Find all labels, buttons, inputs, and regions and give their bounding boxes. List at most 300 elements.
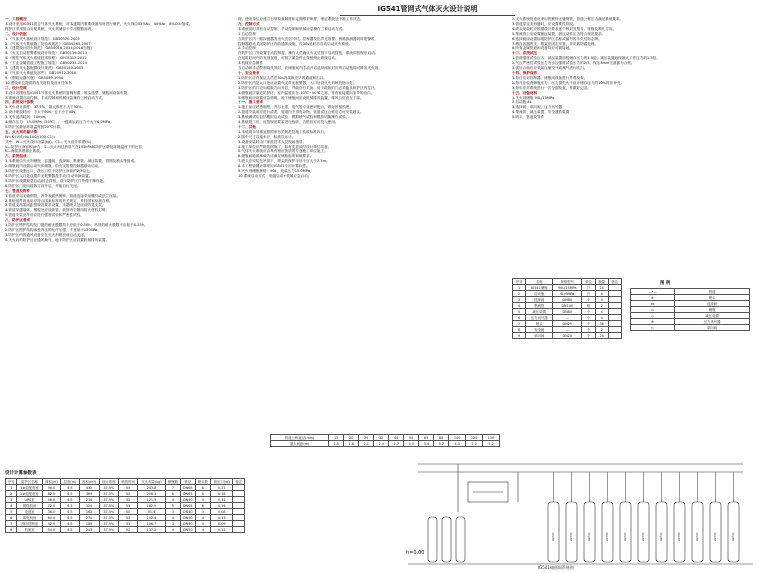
note-line: 4.系统竣工后，应按规范要求进行验收，合格后方可投入使用。 [238,120,339,125]
table-cell: 42.0 [42,521,61,527]
table-cell: 1#变配电室 [17,485,42,491]
table-cell: 432 [79,485,99,491]
table-cell: DN40 [181,509,196,515]
table-cell: 37.5% [99,527,118,533]
table-cell: DN65 [181,503,196,509]
section-heading: 十一、施工要求 [238,100,264,105]
storage-cylinder [620,502,631,562]
table-cell: 100 [449,435,466,441]
note-line: 1.防护区应有保证人员在30s内疏散完毕的通道和出口。 [238,75,327,80]
table-cell: 弱电机房 [17,515,42,521]
table-cell: 5.0 [466,441,483,447]
equipment-table [512,278,622,339]
note-line: 3.灭火浸渍时间：10min。 [5,115,49,120]
table-cell: 65 [419,435,434,441]
table-cell: 24 [595,285,608,291]
table-cell: 个 [582,333,595,339]
storage-cylinder [674,502,685,562]
table-cell: DN65 [181,485,196,491]
table-cell: 5 [6,509,17,515]
table-cell: 24 [595,333,608,339]
legend-symbol: ⋈ [631,301,675,307]
section-heading: 十二、其他 [238,124,256,129]
table-cell: 40 [389,435,404,441]
table-cell: — [553,327,582,333]
table-cell: 4L/6MPa [553,291,582,297]
table-cell: 4 [195,527,210,533]
note-line: 4.喷头安装时应根据设计要求逐个核对其型号、规格及喷孔方向。 [512,26,617,31]
legend-symbol: —•— [631,289,675,295]
table-cell: 55 [118,503,137,509]
table-cell: 4 [165,497,180,503]
note-line: 1.本说明未尽事宜按国家有关规范及施工验收标准执行。 [238,129,328,134]
section-heading: 九、控制方式 [238,21,260,26]
table-cell: 8 [6,527,17,533]
note-line: 8.本工程管网计算采用IG541专用计算软件。 [238,164,310,169]
note-line: 3.选择阀、单向阀、压力讯号器 [512,105,563,110]
table-cell: 0.11 [211,497,233,503]
table-cell: 52 [118,527,137,533]
table-cell: — [553,315,582,321]
table-row [6,527,245,533]
table-cell: 37.5% [99,491,118,497]
note-line: 1.《气体灭火系统设计规范》 GB50370-2005 [5,36,80,41]
note-line: 本设计范围包括IG541气体灭火系统的管网布置、喷头选型、储瓶间设备布置。 [5,90,131,95]
table-cell: 6 [195,491,210,497]
table-cell: 6 [513,315,526,321]
note-line: 本设计采用IG541混合气体灭火系统，对本建筑内重要设备用房进行保护。灭火剂由52%N₂、40%Ar、8%CO₂组成。 [5,21,193,26]
table-cell: 270 [79,515,99,521]
legend-title: 图 例 [660,281,671,286]
pilot-cylinder [456,517,465,562]
table-cell: 6 [195,503,210,509]
note-line: 2.灭火系统管道应采用热镀锌无缝钢管，管道公称压力满足系统要求。 [512,17,624,21]
table-cell: 162 [79,509,99,515]
table-header-cell: 设计浓度 [99,479,118,485]
table-cell: 2.4 [374,441,389,447]
table-cell: 1.5 [329,441,344,447]
legend-name: 单向阀 [675,325,750,331]
table-header-cell: 名称 [526,279,553,285]
note-line: 在防护区门外设置手动控制盒，操作人员确认火灾后按下启动按钮，系统即按程序启动。 [238,51,379,56]
table-cell: 91.4 [138,509,165,515]
note-line: 7.《建筑灭火器配置设计规范》 GB50140-2005 [5,66,84,71]
note-line: 4.集流管、减压装置、安全泄放装置 [512,110,570,115]
table-cell: 4.5 [61,509,79,515]
table-cell: 0.21 [211,485,233,491]
table-row [513,333,622,339]
note-line: 2.管道安装前应进行清洗，管道内不得有杂物；管道试压合格后方可安装喷头。 [238,110,364,115]
note-line: 2.图中尺寸以毫米计，标高以米计。 [238,134,296,139]
table-cell: 36 [595,321,608,327]
table-cell: 电池室 [17,509,42,515]
table-cell: 243.8 [138,485,165,491]
table-cell: 96.0 [42,485,61,491]
table-cell: 消防控制室 [17,521,42,527]
cylinder-label: IG541 [641,532,645,541]
table-cell: 90L/15MPa [553,285,582,291]
note-line: K—海拔高度修正系数。 [5,149,44,154]
note-line: 4.管道穿越墙体、楼板处应设套管，套管内空隙用防火材料封堵。 [5,208,110,213]
note-line: 1.每日应对控制器、储瓶间设备进行外观检查。 [512,75,588,80]
note-line: 3.防护区的门应向疏散方向开启，并能自行关闭；用于疏散的门必须能从防护区内打开。 [238,85,378,90]
table-cell: 37.5% [99,515,118,521]
section-heading: 十五、设备材料 [512,90,538,95]
legend-symbol: ◇ [631,313,675,319]
table-header-cell: 层高(m) [61,479,79,485]
table-cell: 32 [374,435,389,441]
section-heading: 二、设计依据 [5,31,27,36]
table-cell: 2 [6,491,17,497]
table-cell: 50 [404,435,419,441]
note-line: V—防护区净容积(m³)；S—灭火剂过热蒸气在101kPa和防护区最低环境温度下的比容； [5,144,146,149]
legend-symbol: ▭ [631,307,675,313]
table-header-cell: 规格型号 [553,279,582,285]
note-line: 3.系统调试应包括模拟启动试验、模拟喷气试验和模拟切换操作试验。 [238,115,350,120]
table-cell: DN65 [181,491,196,497]
note-line: 4.灭火后的防护区应通风换气，地下防护区应设置机械排风装置。 [5,237,110,242]
legend-name: 喷头 [675,295,750,301]
table-cell: DN40 [181,521,196,527]
section-heading: 十、安全要求 [238,70,260,75]
table-cell: 324 [79,503,99,509]
table-cell: 单向阀 [526,333,553,339]
design-calc-table [5,478,245,533]
legend-symbol: ⊗ [631,295,675,301]
table-cell: 53 [118,515,137,521]
storage-cylinder [638,502,649,562]
table-cell: 4 [195,497,210,503]
table-cell: 9 [513,333,526,339]
note-line: 1.管道强度试验压力：减压装置前按储存压力的1.5倍，减压装置后按最大工作压力的1.5倍。 [512,56,660,61]
note-line: 1.灭火剂储瓶 90L/15MPa [512,95,555,100]
note-line: 5.《惰性气体灭火系统技术规程》 CECS312:2012 [5,56,87,61]
note-line: 4.防护区入口处设置声光报警器及手动/自动转换装置。 [5,174,93,178]
table-cell: 0.09 [211,521,233,527]
table-cell: 60.0 [42,515,61,521]
table-cell: 4 [595,297,608,303]
table-cell: 2.1 [359,441,374,447]
note-line: 10.系统启动方式：电磁启动+机械应急启动。 [238,174,312,178]
section-heading: 十四、维护保养 [512,70,538,75]
note-line: 1.施工前应熟悉图纸，并与土建、电气等专业密切配合，做好预留预埋。 [238,105,353,110]
table-cell: 48.0 [42,497,61,503]
note-line: 9.《钢质无缝气瓶》 GB5099-1994 [5,75,64,80]
section-heading: 七、管道及附件 [5,188,31,193]
table-cell: 喷头 [526,321,553,327]
section-heading: 五、灭火剂用量计算 [5,129,38,134]
table-cell: 2 [513,291,526,297]
legend-name: 压力讯号器 [675,319,750,325]
note-line: 6.选择阀应设置标明防护区名称或编号的永久性标志牌。 [512,36,602,41]
table-cell: DN50 [181,497,196,503]
table-cell: 4.5 [61,521,79,527]
note-line: 本系统同时具有自动控制、手动控制和机械应急操作三种启动方式。 [238,26,346,31]
cylinder-label: IG541 [659,532,663,541]
note-line: 3.管道支吊架间距按规范要求设置，末端喷头处应设防晃支架。 [5,203,106,208]
table-cell: 1 [6,485,17,491]
note-line: 2.防护区围护结构承受内压的允许压强，不宜低于1200Pa。 [5,227,101,232]
table-header-cell: 序号 [513,279,526,285]
note-line: 2.《气体灭火系统施工及验收规范》 GB50263-2007 [5,41,91,46]
table-cell: 3 [513,297,526,303]
note-line: 理，使用单位应建立日常检查制度和定期维护制度，保证系统处于准工作状态。 [238,17,364,21]
section-heading: 三、设计范围 [5,85,27,90]
table-header-cell: 序号 [6,479,17,485]
table-cell: 8 [195,485,210,491]
note-line: 2.启动瓶 4L [512,100,532,105]
table-cell: 个 [582,327,595,333]
table-row-label: 管道公称直径(mm) [271,435,329,441]
table-cell: 0.12 [211,527,233,533]
table-cell: 0.13 [211,515,233,521]
table-cell: 20 [344,435,359,441]
legend-symbol: ⊕ [631,319,675,325]
note-line: 控制器联动关闭防护区内的通风设施，经30s延时后自动启动灭火系统。 [238,41,353,46]
table-cell: 压力讯号器 [526,315,553,321]
table-cell: 4.5 [61,503,79,509]
table-cell: 根 [582,303,595,309]
table-cell: 37.5% [99,509,118,515]
note-line: 2.设计喷放时间：不大于60s，且不小于48s。 [5,110,79,115]
table-cell: 个 [582,321,595,327]
storage-cylinder [602,502,613,562]
note-line: W=K·(V/S)·ln(100/(100-C1)) [5,134,55,139]
storage-cylinder [656,502,667,562]
note-line: 2.防护区内及入口处应设置火灾声光报警器，入口处设灭火剂喷放指示灯。 [238,80,357,85]
note-line: 当防护区内一路探测器发出火灾信号时，控制器发出声光报警；两路探测器同时报警时， [238,36,379,41]
section-heading: 四、系统设计参数 [5,100,34,105]
table-cell: 5.2 [483,441,500,447]
table-header-cell: 管径 [181,479,196,485]
table-cell: 4 [513,303,526,309]
storage-cylinder [710,502,721,562]
table-cell: 3.0 [404,441,419,447]
table-cell: 4 [595,315,608,321]
table-cell: DN50 [181,515,196,521]
table-cell: 150 [483,435,500,441]
note-line: 当自动和手动控制均失效时，在储瓶间内手动开启选择阀和对应的启动瓶即可释放灭火剂。 [238,66,382,71]
table-header-cell: 储瓶数 [165,479,180,485]
table-cell: 只 [582,291,595,297]
storage-cylinder [566,502,577,562]
note-line: 3.管道穿过变形缝时，应设置柔性管段。 [512,21,577,26]
table-cell: 7 [6,521,17,527]
table-cell: DN80 [553,309,582,315]
table-cell: 182.9 [138,503,165,509]
table-header-cell: 数量 [595,279,608,285]
table-cell: 5 [513,309,526,315]
legend-name: 减压装置 [675,313,750,319]
table-cell: 243 [79,527,99,533]
table-cell: 4.5 [61,515,79,521]
note-line: 10.建设单位提供的有关资料及设计任务书 [5,80,72,85]
section-heading: 一、工程概况 [5,17,27,21]
table-cell: 36.0 [42,509,61,515]
note-line: 4.储存压力：15.0MPa（20℃）；一级减压后压力不大于6.0MPa。 [5,120,114,125]
table-cell: 1 [513,285,526,291]
table-cell [233,527,245,533]
legend-row [631,325,750,331]
table-cell: 个 [582,309,595,315]
table-cell: 4.5 [61,497,79,503]
note-line: 3.机械应急操作 [238,61,263,66]
note-line: 式中：W—灭火设计用量(kg)；C1—灭火设计浓度(%)； [5,139,96,144]
table-cell: 2#变配电室 [17,491,42,497]
table-cell: 55 [118,485,137,491]
note-line: 8.所有金属管道和设备均应可靠接地。 [512,46,573,51]
table-cell: 0.16 [211,503,233,509]
table-cell: 个 [582,297,595,303]
table-cell: 1.8 [344,441,359,447]
notes-column-2 [238,17,504,179]
table-cell: 37.5% [99,521,118,527]
table-cell: 3.4 [419,441,434,447]
section-heading: 六、系统组成 [5,154,27,159]
table-cell: 106.7 [138,521,165,527]
legend-name: 储瓶 [675,307,750,313]
table-cell: 4 [165,527,180,533]
note-line: 5.储瓶间应设置应急照明，地下储瓶间应设机械排风装置，排风口应设在下部。 [238,95,364,100]
table-cell: 4 [595,309,608,315]
cylinder-label: IG541 [605,532,609,541]
note-line: 6.《工业金属管道工程施工规范》 GB50235-2010 [5,61,88,66]
note-line: 5.气体灭火系统应由具有相应资质的专业施工单位施工。 [238,149,328,154]
table-cell: 72.0 [42,503,61,509]
diagram-caption: IG541储瓶间系统图 [538,565,574,570]
cylinder-label: IG541 [713,532,717,541]
note-line: 4.《火灾自动报警系统设计规范》 GB50116-2013 [5,51,88,56]
table-cell: 0.08 [211,509,233,515]
table-cell: 4.5 [61,527,79,533]
note-line: 7.储存容器的支、框架应固定牢靠，并应做防腐处理。 [512,41,599,46]
table-cell: 50 [118,509,137,515]
storage-system-diagram [398,442,758,570]
table-cell [608,333,621,339]
note-line: 3.设备安装时由厂家派技术人员现场指导。 [238,139,307,144]
note-line: 1.本系统由灭火剂储瓶、容器阀、选择阀、集流管、减压装置、管网及喷头等组成。 [5,159,138,164]
legend-name: 选择阀 [675,301,750,307]
table-cell: 7 [513,321,526,327]
note-line: 本系统设置自动控制、手动控制和机械应急操作三种启动方式。 [5,95,106,100]
cylinder-label: IG541 [623,532,627,541]
cylinder-label: IG541 [551,532,555,541]
table-cell: 121.9 [138,497,165,503]
note-line: 1.灭火设计浓度：37.5%；最大浓度不大于52%。 [5,105,86,110]
table-header-cell: 喷头数 [195,479,210,485]
table-cell: 4.5 [61,485,79,491]
table-cell: 37.5% [99,497,118,503]
table-header-cell: 备注 [233,479,245,485]
note-line: 3.防护区设泄压口，泄压口位于防护区净高的2/3以上。 [5,169,94,174]
table-cell: 4 [195,521,210,527]
table-cell: 4 [595,291,608,297]
table-cell: 2 [595,303,608,309]
table-cell: DN25 [553,321,582,327]
table-header-cell: 备注 [608,279,621,285]
height-label: h=0.00 [406,550,425,556]
table-cell: IG541储瓶 [526,285,553,291]
table-cell: 3.7 [434,441,449,447]
table-cell: 152.4 [138,515,165,521]
table-header-cell: 单位 [582,279,595,285]
storage-cylinder [548,502,559,562]
table-cell: 15 [329,435,344,441]
note-line: 2.储瓶间内设置启动气体储瓶，由火灾报警控制器联动启动。 [5,164,102,169]
table-cell: DN50 [181,527,196,533]
table-cell: 0.18 [211,491,233,497]
table-cell: 4.5 [61,491,79,497]
cylinder-label: IG541 [587,532,591,541]
note-line: 7.喷头应安装在吊顶下，喷头的保护半径不应大于7.5m。 [238,159,330,164]
table-cell: 54.0 [42,527,61,533]
legend-table [630,288,750,331]
table-header-cell: 灭火剂量(kg) [138,479,165,485]
table-cell: 369 [79,491,99,497]
table-cell: 档案室 [17,527,42,533]
note-line: 3.每年应对系统进行一次全面检查，并做好记录。 [512,85,591,90]
note-line: 5.管道安装完毕后应进行强度试验和严密性试验。 [5,213,84,218]
note-line: 3.试压合格后应采用压缩空气或氮气进行吹扫。 [512,66,588,71]
table-header-cell: 面积(㎡) [42,479,61,485]
pilot-cylinder [442,517,451,562]
table-header-cell: 泄压口(㎡) [211,479,233,485]
table-cell: 52 [118,497,137,503]
table-header-cell: 容积(m³) [79,479,99,485]
note-line: 8.《气体灭火系统及部件》 GB25972-2010 [5,70,77,75]
table-cell: DN20 [553,333,582,339]
pilot-cylinder [428,517,437,562]
table-cell: 个 [582,315,595,321]
table-cell: 3 [195,509,210,515]
note-line: 4.储瓶间应靠近防护区，室内温度应在-10℃~50℃之间，并有直接通向室外的出口。 [238,90,375,95]
note-line: 1.自动控制 [238,31,256,36]
note-line: 2.系统组件的选用应符合国家标准的有关规定，并经国家检测合格。 [5,198,113,203]
note-line: 5.防护区最低环境温度按20℃计算。 [5,124,64,129]
page-title: IG541管网式气体灭火设计说明 [340,4,515,16]
table-cell: 51 [118,521,137,527]
table-cell: 集流管 [526,303,553,309]
note-line: 6.防护区门应向疏散方向开启，并能自行关闭。 [5,183,81,188]
table-cell: 189 [79,521,99,527]
table-row-label: 最大间距(m) [271,441,329,447]
legend-symbol: ▷ [631,325,675,331]
storage-cylinder [728,502,739,562]
note-line: 1.管道采用无缝钢管，内外表面热镀锌；管道连接采用螺纹或法兰连接。 [5,193,120,198]
note-line: 5.喷头、管道及管件 [512,115,545,120]
table-cell: 137.2 [138,527,165,533]
table-cell: DN80 [553,297,582,303]
notes-column-3 [512,17,755,120]
cylinder-label: IG541 [569,532,573,541]
table-cell: 3 [165,509,180,515]
note-line: 5.集流管上应设置泄压装置，泄压动作压力符合规范要求。 [512,31,606,36]
table-header-cell: 防护区名称 [17,479,42,485]
table-cell: 减压装置 [526,309,553,315]
table-cell: 4.3 [449,441,466,447]
table-cell: DN100 [553,303,582,309]
note-line: 3.防护区内的通风设备应在灭火剂喷放前自动关闭。 [5,232,88,237]
table-cell: UPS室 [17,497,42,503]
table-cell: 7 [165,485,180,491]
section-heading: 八、防护区要求 [5,218,31,223]
cylinder-label: IG541 [695,532,699,541]
table-cell: 2.7 [389,441,404,447]
table-cell: 4 [6,503,17,509]
note-line: 5.防护区设置紧急启动/停止按钮，设于防护区门外便于操作处。 [5,178,107,183]
table-cell: 5 [165,503,180,509]
note-line: 4.施工单位应严格按图施工，如有变更须经设计单位同意。 [238,144,332,149]
